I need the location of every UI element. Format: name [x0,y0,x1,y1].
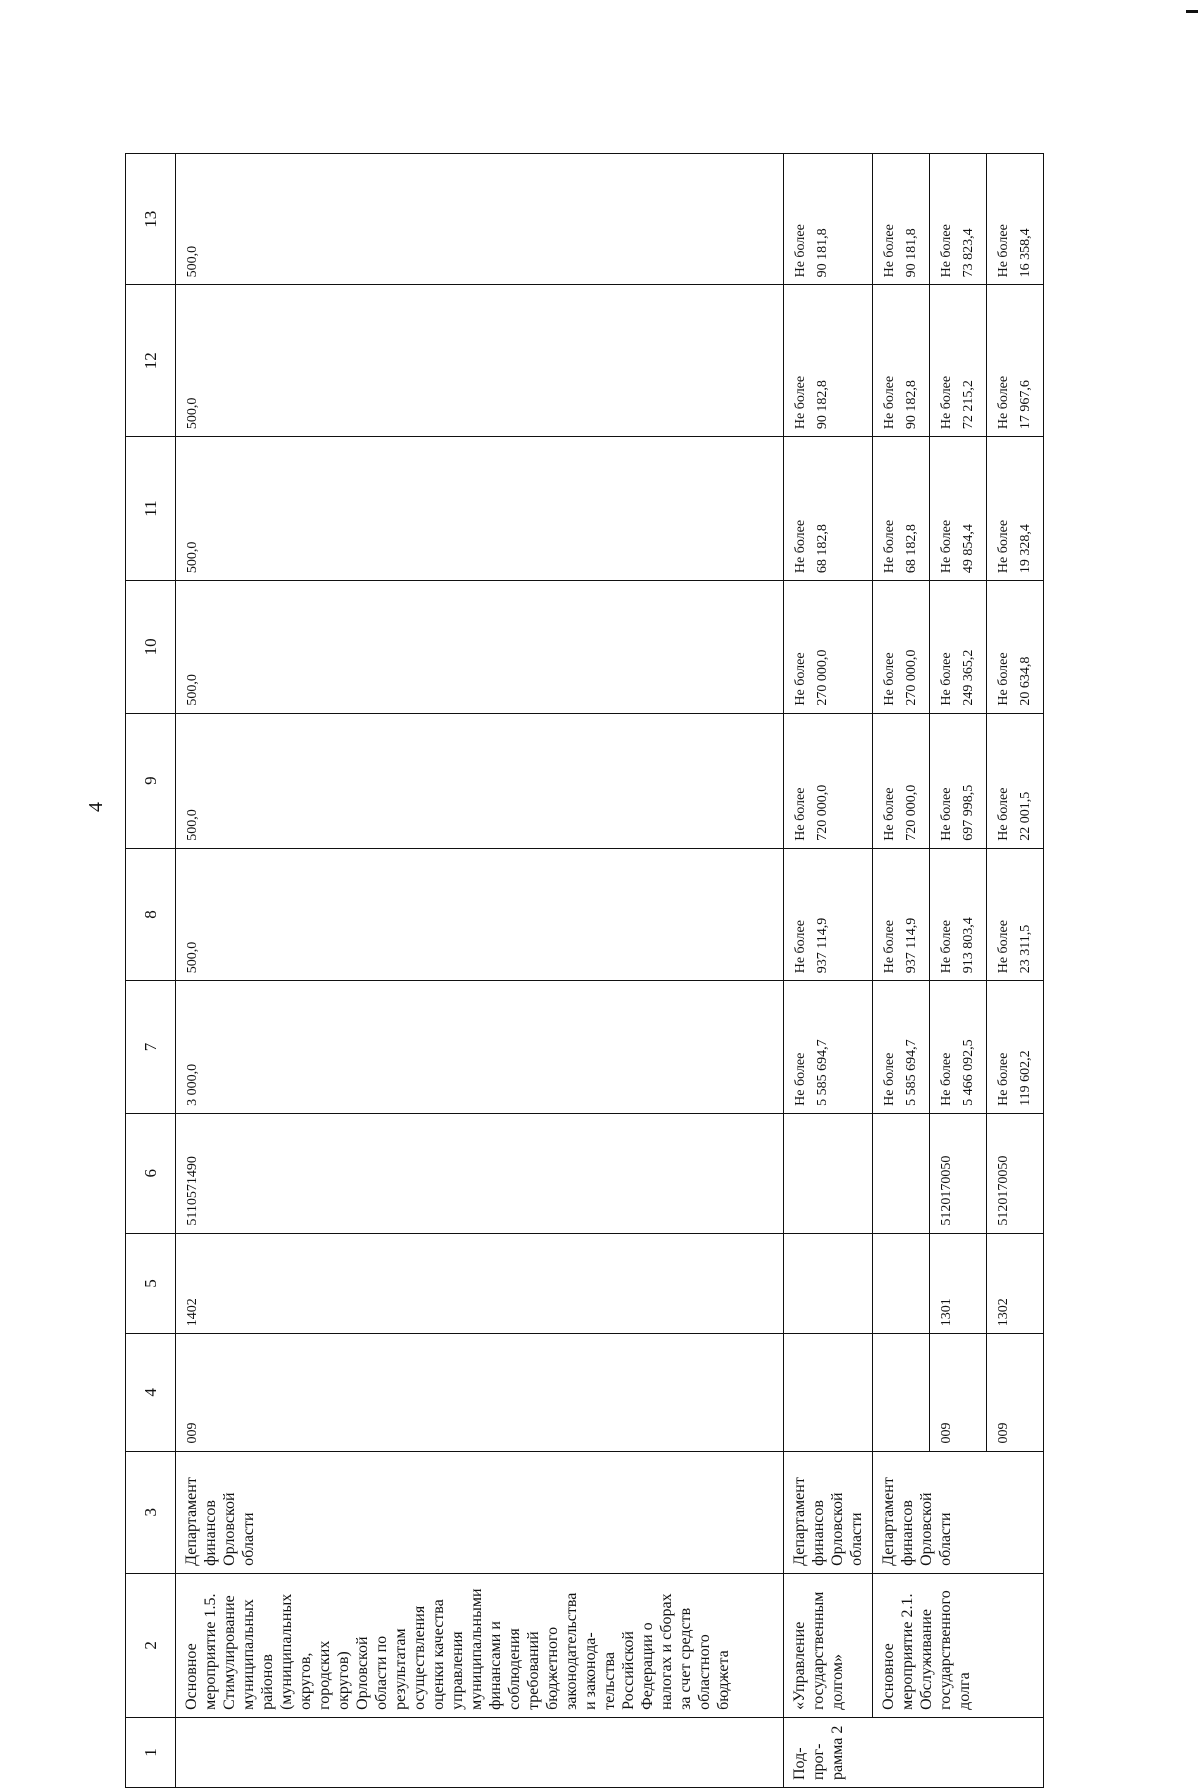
cell-rzpr: 1302 [987,1233,1044,1334]
amount-value: 90 182,8 [904,380,919,430]
program-funding-table [125,153,1044,1788]
cell-amount-col8 [873,848,930,981]
cell-amount-col11 [873,437,930,581]
amount-value: 68 182,8 [815,524,830,574]
cell-amount-col13 [784,154,873,285]
column-header: 9 [126,713,176,848]
cell-activity-name: Основное мероприятие 2.1. Обслуживание государственного долга [873,1573,1044,1717]
amount-value: 20 634,8 [1018,656,1033,706]
cell-rzpr: 1301 [930,1233,987,1334]
cell-amount-col7 [176,981,784,1114]
column-header: 2 [126,1573,176,1717]
amount-value: 90 181,8 [815,228,830,278]
amount-value: 90 181,8 [904,228,919,278]
amount-qualifier: Не более [996,375,1011,430]
cell-amount-col13 [176,154,784,285]
amount-qualifier: Не более [939,375,954,430]
cell-activity-name: Основное мероприятие 1.5. Стимулирование муниципальных районов (муниципальных округов, городских округов) Орловской области по результатам осуществления оценки качества управления муниципальными финансами и соблюдения требований бюджетного законодательства и законода-тельства Российской Федерации о налогах и сборах за счет средств областного бюджета [176,1573,784,1717]
cell-grbs [873,1334,930,1451]
cell-rzpr: 1402 [176,1233,784,1334]
amount-value: 90 182,8 [815,380,830,430]
cell-amount-col7 [784,981,873,1114]
column-header: 3 [126,1451,176,1573]
column-header: 1 [126,1717,176,1787]
cell-amount-col12 [930,285,987,437]
amount-value: 937 114,9 [904,917,919,974]
amount-qualifier: Не более [996,920,1011,974]
cell-amount-col11 [987,437,1044,581]
table-row [176,154,784,1788]
amount-qualifier: Не более [882,375,897,430]
cell-amount-col12 [176,285,784,437]
cell-rzpr [873,1233,930,1334]
cell-amount-col7 [873,981,930,1114]
cell-executor: Департамент финансов Орловской области [176,1451,784,1573]
cell-amount-col11 [176,437,784,581]
cell-program-code [176,1717,784,1787]
cell-amount-col7 [987,981,1044,1114]
cell-amount-col11 [784,437,873,581]
amount-qualifier: Не более [793,652,808,706]
cell-csr: 5110571490 [176,1113,784,1233]
cell-amount-col8 [784,848,873,981]
cell-amount-col10 [784,581,873,714]
column-header: 7 [126,981,176,1114]
amount-value: 500,0 [185,941,200,974]
corner-scan-mark [1186,10,1198,13]
cell-amount-col13 [873,154,930,285]
cell-grbs: 009 [987,1334,1044,1451]
amount-value: 720 000,0 [815,784,830,841]
amount-qualifier: Не более [996,652,1011,706]
cell-executor: Департамент финансов Орловской области [784,1451,873,1573]
column-header: 12 [126,285,176,437]
amount-qualifier: Не более [939,652,954,706]
cell-amount-col7 [930,981,987,1114]
cell-grbs [784,1334,873,1451]
cell-amount-col9 [784,713,873,848]
cell-activity-name: «Управление государственным долгом» [784,1573,873,1717]
amount-value: 49 854,4 [961,524,976,574]
amount-value: 16 358,4 [1018,228,1033,278]
amount-qualifier: Не более [882,652,897,706]
amount-value: 19 328,4 [1018,524,1033,574]
amount-qualifier: Не более [939,787,954,841]
amount-value: 3 000,0 [185,1063,200,1106]
amount-qualifier: Не более [939,224,954,278]
table-row [873,154,930,1788]
cell-csr: 5120170050 [987,1113,1044,1233]
amount-qualifier: Не более [793,1052,808,1106]
amount-value: 937 114,9 [815,917,830,974]
cell-amount-col9 [987,713,1044,848]
cell-amount-col13 [987,154,1044,285]
amount-qualifier: Не более [996,1052,1011,1106]
cell-csr [784,1113,873,1233]
cell-amount-col11 [930,437,987,581]
cell-amount-col12 [987,285,1044,437]
cell-amount-col12 [784,285,873,437]
amount-value: 500,0 [185,245,200,278]
cell-amount-col10 [176,581,784,714]
amount-value: 697 998,5 [961,784,976,841]
amount-qualifier: Не более [793,519,808,574]
amount-qualifier: Не более [996,787,1011,841]
amount-value: 73 823,4 [961,228,976,278]
amount-qualifier: Не более [882,224,897,278]
cell-amount-col8 [176,848,784,981]
cell-amount-col13 [930,154,987,285]
table-row [784,154,873,1788]
cell-amount-col9 [873,713,930,848]
column-header: 13 [126,154,176,285]
cell-amount-col12 [873,285,930,437]
cell-program-code: Под-прог-рамма 2 [784,1717,1044,1787]
program-table-rotated [125,153,1035,1788]
page-number: 4 [85,802,107,812]
amount-value: 500,0 [185,541,200,574]
amount-value: 913 803,4 [961,917,976,974]
cell-amount-col9 [176,713,784,848]
cell-rzpr [784,1233,873,1334]
column-header: 11 [126,437,176,581]
cell-grbs: 009 [176,1334,784,1451]
cell-grbs: 009 [930,1334,987,1451]
cell-amount-col10 [873,581,930,714]
amount-qualifier: Не более [939,920,954,974]
amount-value: 500,0 [185,674,200,706]
column-header: 4 [126,1334,176,1451]
amount-qualifier: Не более [882,1052,897,1106]
cell-executor: Департамент финансов Орловской области [873,1451,1044,1573]
amount-qualifier: Не более [939,1052,954,1106]
amount-value: 5 585 694,7 [815,1039,830,1106]
amount-qualifier: Не более [793,224,808,278]
amount-value: 17 967,6 [1018,380,1033,430]
amount-value: 500,0 [185,397,200,430]
cell-amount-col9 [930,713,987,848]
amount-qualifier: Не более [882,920,897,974]
amount-value: 720 000,0 [904,784,919,841]
amount-value: 270 000,0 [904,649,919,706]
amount-value: 23 311,5 [1018,924,1033,974]
amount-qualifier: Не более [882,787,897,841]
amount-qualifier: Не более [996,519,1011,574]
amount-qualifier: Не более [793,920,808,974]
cell-amount-col10 [930,581,987,714]
amount-value: 68 182,8 [904,524,919,574]
header-row [126,154,176,1788]
amount-value: 5 466 092,5 [961,1039,976,1106]
amount-qualifier: Не более [793,375,808,430]
amount-value: 119 602,2 [1018,1050,1033,1106]
amount-qualifier: Не более [882,519,897,574]
column-header: 5 [126,1233,176,1334]
amount-value: 22 001,5 [1018,791,1033,841]
column-header: 10 [126,581,176,714]
amount-value: 500,0 [185,809,200,841]
amount-value: 72 215,2 [961,380,976,430]
amount-qualifier: Не более [793,787,808,841]
cell-csr [873,1113,930,1233]
amount-qualifier: Не более [939,519,954,574]
column-header: 6 [126,1113,176,1233]
amount-value: 249 365,2 [961,649,976,706]
cell-csr: 5120170050 [930,1113,987,1233]
cell-amount-col10 [987,581,1044,714]
amount-qualifier: Не более [996,224,1011,278]
column-header: 8 [126,848,176,981]
amount-value: 5 585 694,7 [904,1039,919,1106]
cell-amount-col8 [987,848,1044,981]
cell-amount-col8 [930,848,987,981]
amount-value: 270 000,0 [815,649,830,706]
